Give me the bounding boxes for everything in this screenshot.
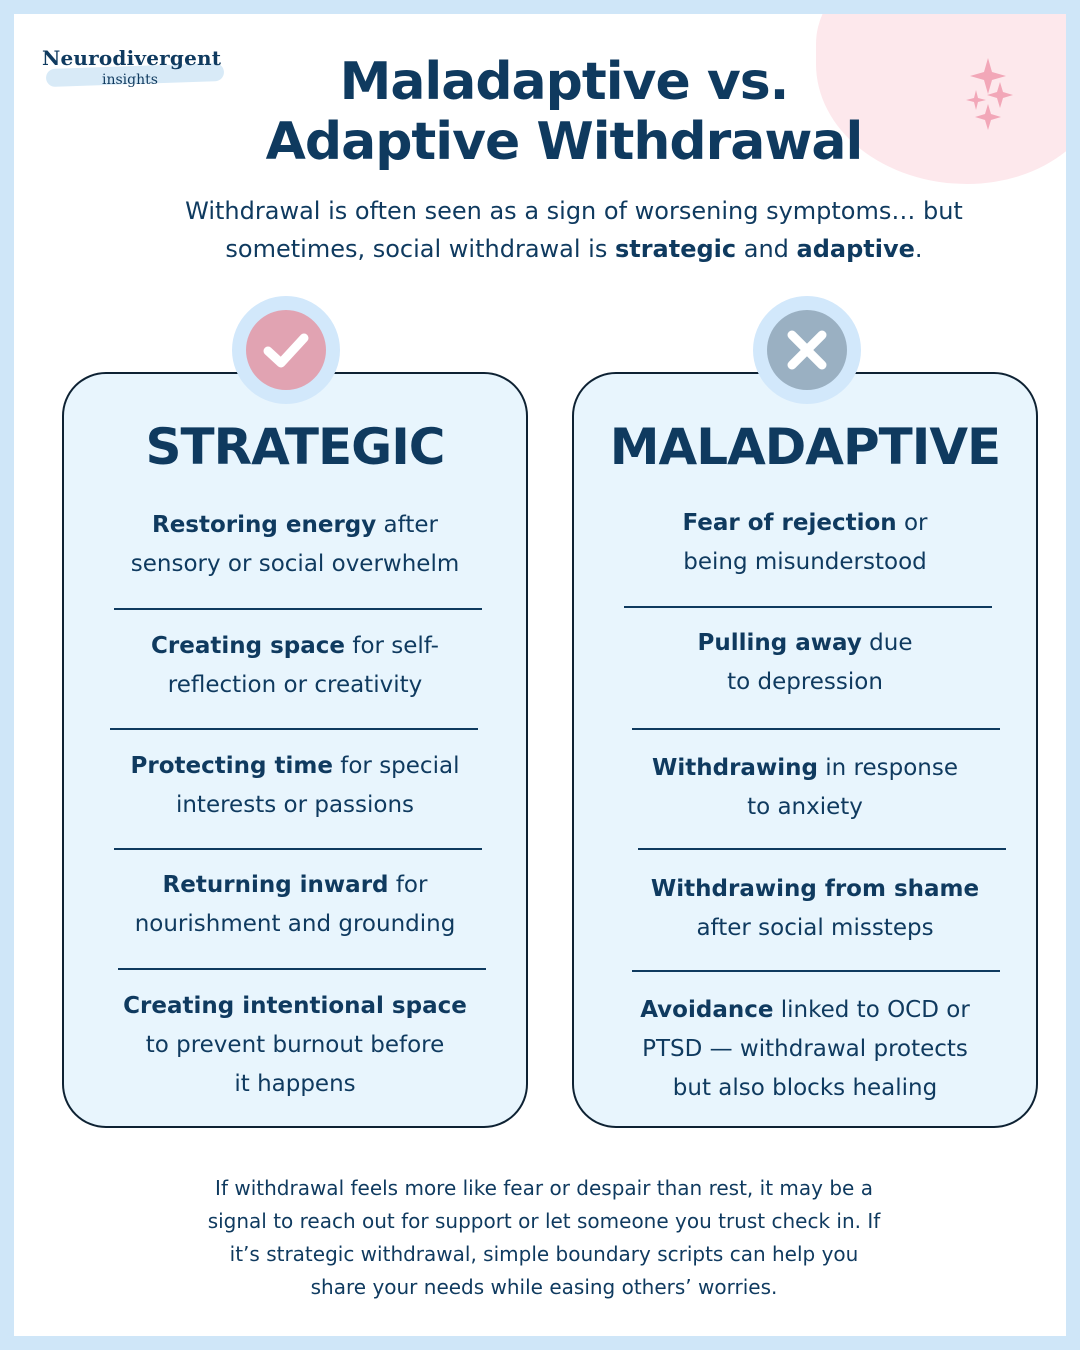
item-text: for — [388, 872, 428, 898]
item-bold: Restoring energy — [152, 512, 377, 538]
item-bold: Pulling away — [697, 630, 862, 656]
maladaptive-item-1 — [574, 504, 1036, 582]
item-bold: Creating space — [151, 633, 346, 659]
divider — [114, 848, 482, 850]
brand-name: Neurodivergent — [42, 46, 222, 70]
item-text: due — [861, 630, 913, 656]
item-bold: Fear of rejection — [682, 510, 897, 536]
footer-line-2: signal to reach out for support or let someone you trust check in. If — [207, 1209, 881, 1233]
divider — [114, 608, 482, 610]
cross-icon — [767, 310, 847, 390]
divider — [632, 970, 1000, 972]
item-text: it happens — [234, 1071, 356, 1097]
item-text: for self- — [345, 633, 439, 659]
maladaptive-card — [572, 372, 1038, 1128]
cross-circle — [767, 310, 847, 390]
item-text: after — [376, 512, 438, 538]
item-text: but also blocks healing — [672, 1075, 938, 1101]
item-text: nourishment and grounding — [134, 911, 456, 937]
footer-line-1: If withdrawal feels more like fear or despair than rest, it may be a — [215, 1176, 873, 1200]
divider — [632, 728, 1000, 730]
item-text: to depression — [727, 669, 883, 695]
item-text: after social missteps — [696, 915, 934, 941]
check-icon — [246, 310, 326, 390]
check-badge — [232, 296, 340, 404]
item-text: sensory or social overwhelm — [130, 551, 460, 577]
item-bold: Avoidance — [640, 997, 774, 1023]
item-text: linked to OCD or — [773, 997, 970, 1023]
item-bold: Withdrawing — [652, 755, 818, 781]
item-text: being misunderstood — [683, 549, 927, 575]
item-bold: Withdrawing from shame — [650, 876, 980, 902]
divider — [624, 606, 992, 608]
infographic-page — [14, 14, 1066, 1336]
item-bold: Creating intentional space — [123, 993, 467, 1019]
divider — [118, 968, 486, 970]
item-text: interests or passions — [175, 792, 415, 818]
intro-bold-strategic: strategic — [614, 235, 737, 263]
maladaptive-item-3 — [574, 749, 1036, 827]
strategic-item-4 — [64, 866, 526, 944]
intro-line-2: sometimes, social withdrawal is — [225, 235, 615, 263]
brand-subname: insights — [102, 72, 158, 88]
intro-and: and — [736, 235, 797, 263]
footer-line-3: it’s strategic withdrawal, simple boundary scripts can help you — [229, 1242, 859, 1266]
divider — [110, 728, 478, 730]
strategic-item-1 — [64, 506, 526, 584]
check-circle — [246, 310, 326, 390]
strategic-heading: STRATEGIC — [145, 418, 445, 476]
intro-line-1: Withdrawal is often seen as a sign of worsening symptoms… but — [185, 197, 963, 225]
divider — [638, 848, 1006, 850]
strategic-item-2 — [64, 627, 526, 705]
footer-note — [144, 1172, 944, 1304]
item-bold: Protecting time — [130, 753, 333, 779]
title-line-2: Adaptive Withdrawal — [265, 112, 863, 172]
item-text: to anxiety — [747, 794, 863, 820]
cross-badge — [753, 296, 861, 404]
intro-period: . — [914, 235, 923, 263]
maladaptive-item-4 — [584, 870, 1046, 948]
item-text: to prevent burnout before — [145, 1032, 445, 1058]
item-text: reflection or creativity — [167, 672, 423, 698]
item-text: in response — [817, 755, 958, 781]
item-text: for special — [332, 753, 460, 779]
strategic-card — [62, 372, 528, 1128]
maladaptive-item-2 — [574, 624, 1036, 702]
item-bold: Returning inward — [162, 872, 389, 898]
intro-bold-adaptive: adaptive — [796, 235, 915, 263]
maladaptive-item-5 — [574, 991, 1036, 1108]
strategic-item-3 — [64, 747, 526, 825]
footer-line-4: share your needs while easing others’ worries. — [310, 1275, 778, 1299]
strategic-item-5 — [64, 987, 526, 1104]
item-text: or — [896, 510, 928, 536]
page-title — [154, 52, 974, 172]
title-line-1: Maladaptive vs. — [339, 52, 789, 112]
intro-text — [74, 192, 1066, 268]
maladaptive-heading: MALADAPTIVE — [609, 418, 1001, 476]
item-text: PTSD — withdrawal protects — [642, 1036, 968, 1062]
